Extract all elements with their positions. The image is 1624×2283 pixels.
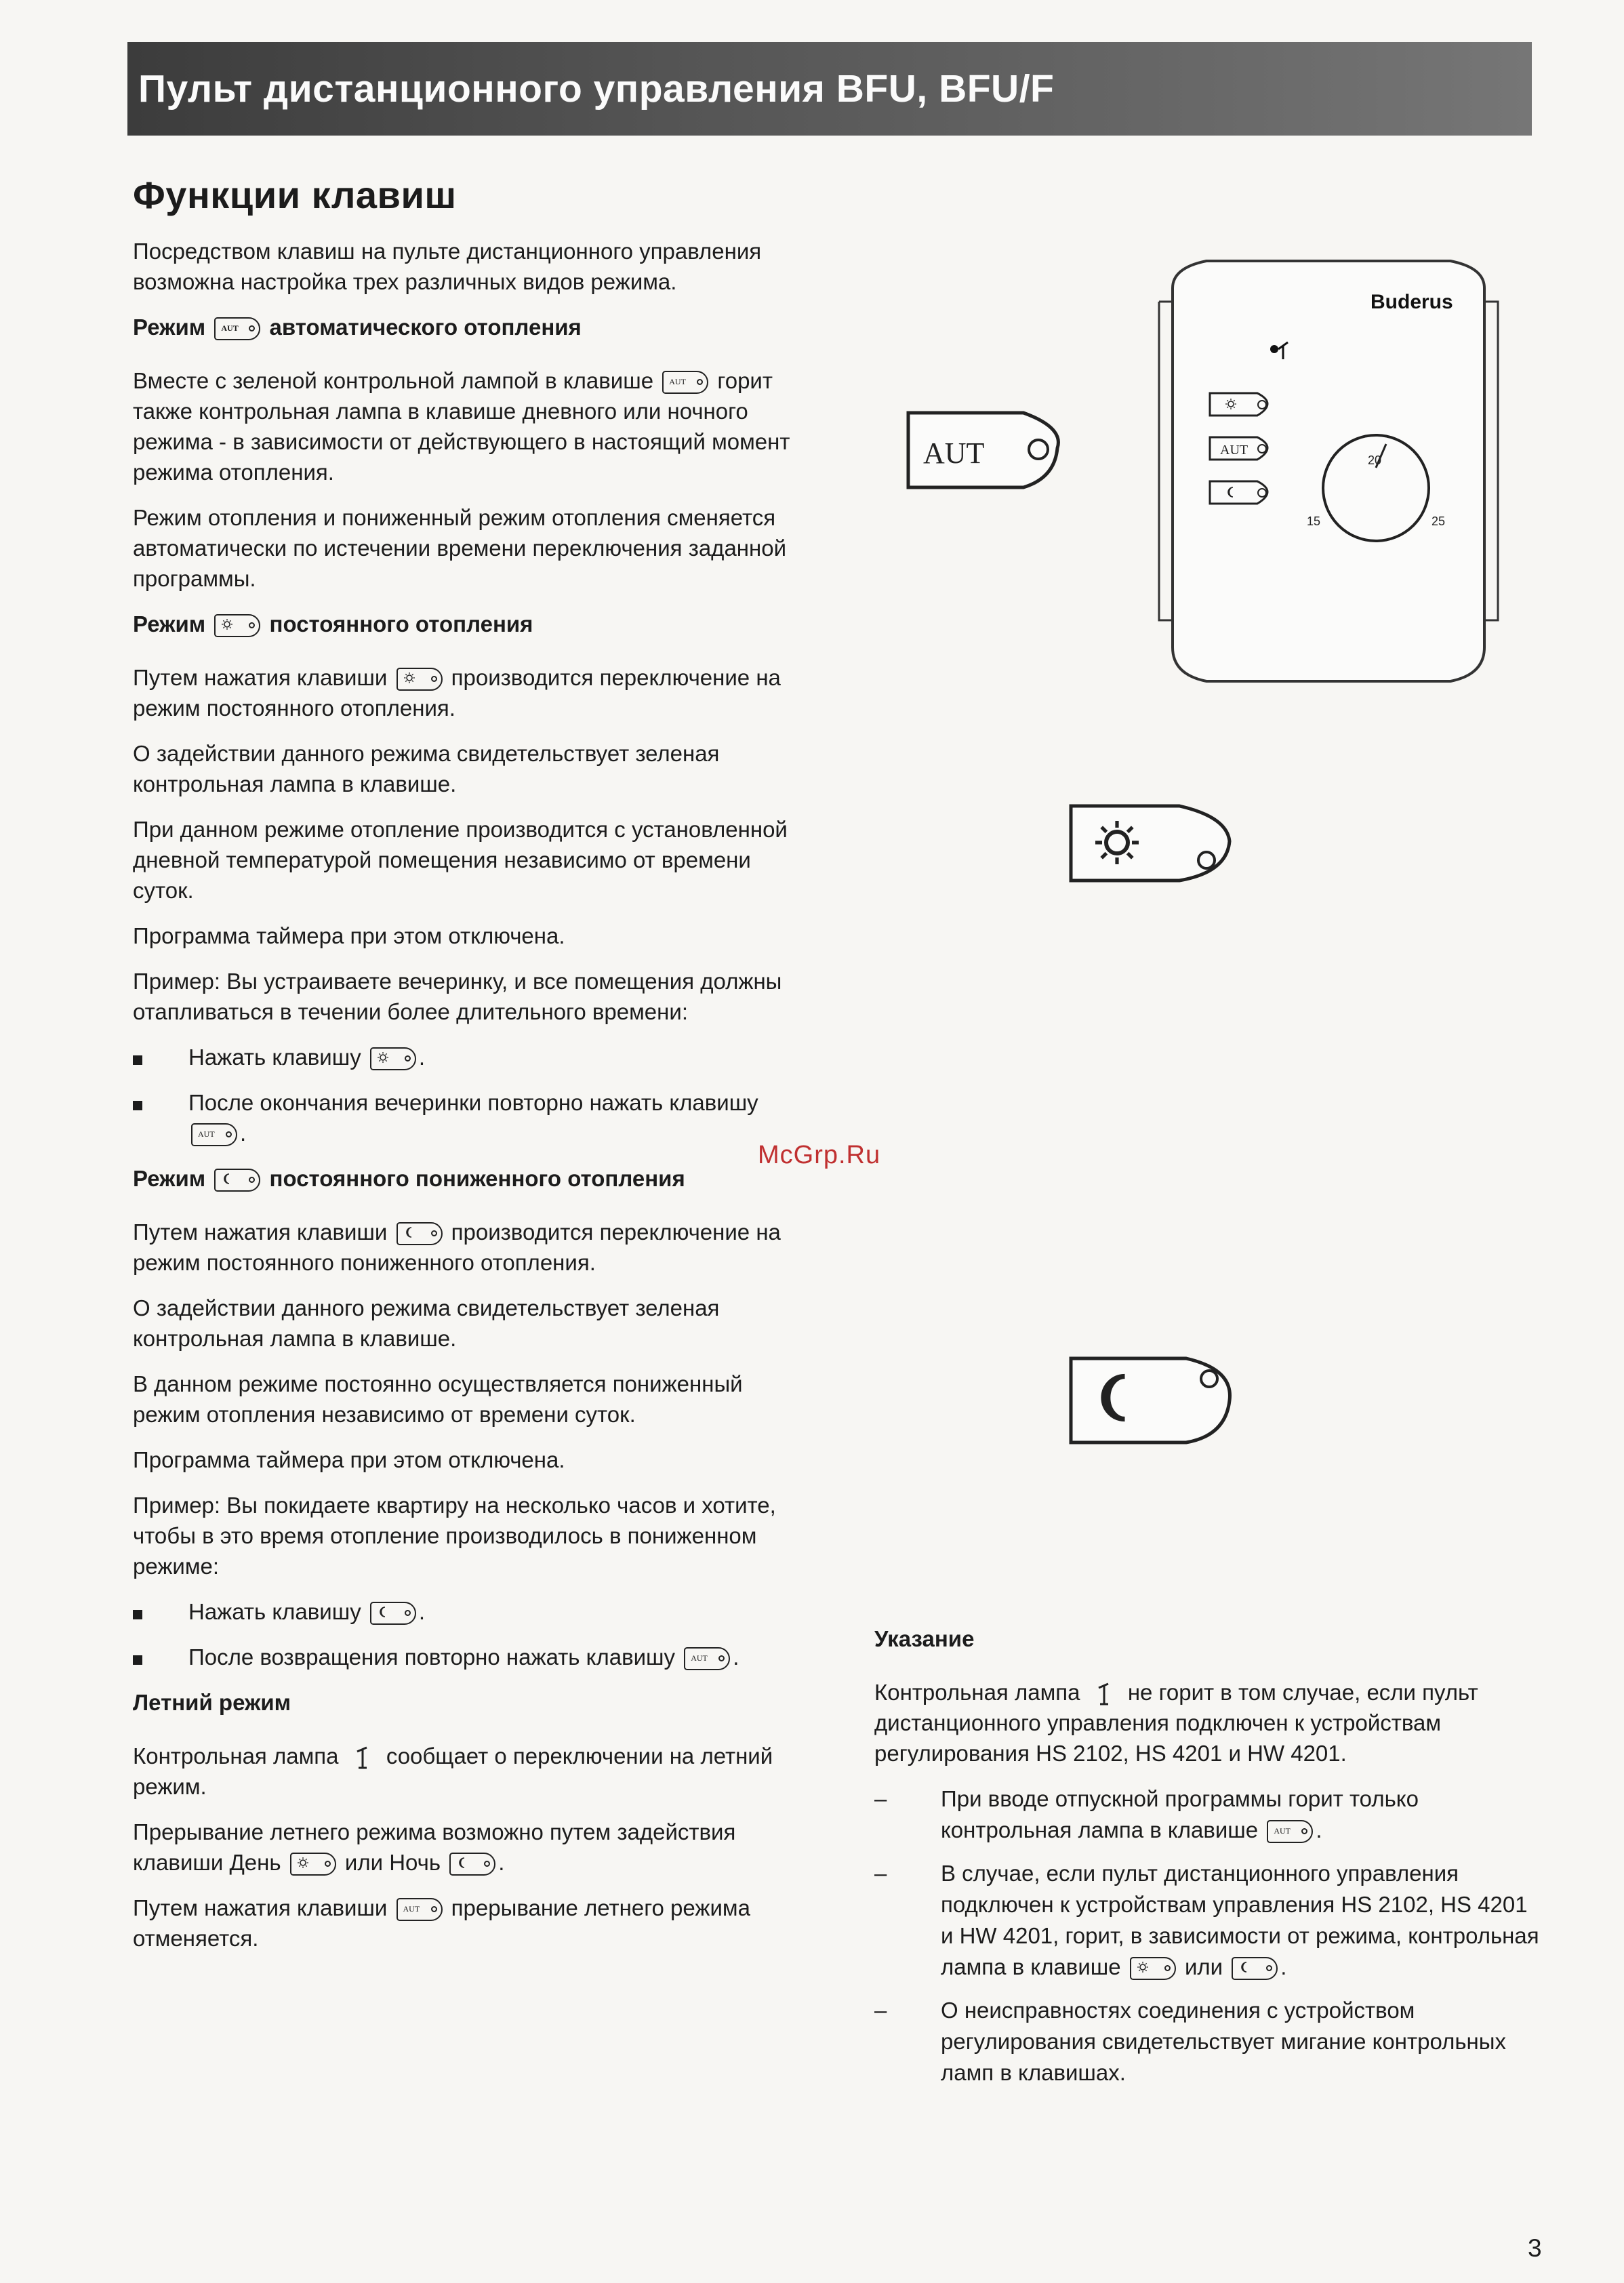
moon-key-icon bbox=[214, 1169, 260, 1192]
list-item: Нажать клавишу . bbox=[133, 1042, 811, 1072]
note-paragraph: Контрольная лампа не горит в том случае, если пульт дистанционного управления подключен к устройствам регулирования HS 2102, HS 4201 и HW 4201. bbox=[874, 1680, 1478, 1766]
auto-mode-heading bbox=[133, 312, 811, 342]
summer-mode-heading: Летний режим bbox=[133, 1690, 291, 1715]
note-title: Указание bbox=[874, 1626, 975, 1651]
large-aut-label: AUT bbox=[923, 437, 985, 470]
day-paragraph-3: При данном режиме отопление производится с установленной дневной температурой помещения независимо от времени суток. bbox=[133, 817, 788, 903]
night-mode-heading bbox=[133, 1163, 811, 1194]
night-paragraph-1: Путем нажатия клавиши производится переключение на режим постоянного пониженного отопления. bbox=[133, 1219, 781, 1275]
lamp-dot bbox=[1270, 345, 1278, 353]
summer-paragraph-2: Прерывание летнего режима возможно путем задействия клавиши День или Ночь . bbox=[133, 1819, 736, 1875]
brand-logo: Buderus bbox=[1371, 291, 1453, 313]
night-paragraph-2: О задействии данного режима свидетельствует зеленая контрольная лампа в клавише. bbox=[133, 1295, 720, 1351]
list-item: После возвращения повторно нажать клавишу AUT . bbox=[133, 1642, 811, 1672]
sun-key-icon bbox=[290, 1853, 336, 1876]
summer-paragraph-3: Путем нажатия клавиши AUT прерывание летнего режима отменяется. bbox=[133, 1895, 750, 1951]
page-header bbox=[127, 42, 1532, 136]
dial-label-15: 15 bbox=[1307, 514, 1321, 528]
section-title: Функции клавиш bbox=[133, 174, 457, 216]
day-mode-heading bbox=[133, 609, 811, 639]
summer-lamp-icon bbox=[1093, 1681, 1115, 1707]
intro-paragraph: Посредством клавиш на пульте дистанционного управления возможна настройка трех различных видов режима. bbox=[133, 239, 762, 294]
auto-paragraph-2: Режим отопления и пониженный режим отопления сменяется автоматически по истечении времени переключения заданной программы. bbox=[133, 505, 787, 591]
sun-key-icon bbox=[214, 614, 260, 637]
list-item: Нажать клавишу . bbox=[133, 1596, 811, 1627]
night-paragraph-5: Пример: Вы покидаете квартиру на несколько часов и хотите, чтобы в это время отопление производилось в пониженном режиме: bbox=[133, 1493, 776, 1579]
day-heading-post: постоянного отопления bbox=[269, 611, 533, 637]
aut-key-icon: AUT bbox=[397, 1898, 443, 1921]
moon-key-icon bbox=[370, 1602, 416, 1625]
day-paragraph-1: Путем нажатия клавиши производится переключение на режим постоянного отопления. bbox=[133, 665, 781, 721]
left-column bbox=[133, 173, 811, 1968]
large-moon-key bbox=[1064, 1349, 1240, 1451]
watermark: McGrp.Ru bbox=[758, 1141, 881, 1169]
aut-key-icon: AUT bbox=[214, 317, 260, 340]
sun-key-icon bbox=[397, 668, 443, 691]
day-paragraph-2: О задействии данного режима свидетельствует зеленая контрольная лампа в клавише. bbox=[133, 741, 720, 796]
day-heading-pre: Режим bbox=[133, 611, 206, 637]
sun-key-icon bbox=[370, 1047, 416, 1070]
dial-label-25: 25 bbox=[1432, 514, 1446, 528]
list-item: – В случае, если пульт дистанционного управления подключен к устройствам управления HS 2102, HS 4201 и HW 4201, горит, в зависимости от режима, контрольная лампа в клавише или . bbox=[874, 1858, 1545, 1983]
auto-heading-pre: Режим bbox=[133, 315, 206, 340]
night-paragraph-3: В данном режиме постоянно осуществляется пониженный режим отопления независимо от времени суток. bbox=[133, 1371, 743, 1427]
list-item: После окончания вечеринки повторно нажать клавишу AUT . bbox=[133, 1087, 811, 1148]
summer-lamp-icon bbox=[352, 1745, 373, 1771]
aut-key-icon: AUT bbox=[662, 371, 708, 394]
device-aut-label: AUT bbox=[1220, 443, 1249, 458]
aut-key-icon: AUT bbox=[1267, 1820, 1313, 1843]
day-paragraph-4: Программа таймера при этом отключена. bbox=[133, 923, 565, 948]
auto-heading-post: автоматического отопления bbox=[269, 315, 582, 340]
aut-key-icon: AUT bbox=[191, 1123, 237, 1146]
right-column bbox=[874, 1623, 1545, 2101]
dial-label-20: 20 bbox=[1368, 453, 1382, 467]
night-paragraph-4: Программа таймера при этом отключена. bbox=[133, 1447, 565, 1472]
sun-key-icon bbox=[1130, 1957, 1176, 1980]
page-number: 3 bbox=[1528, 2234, 1542, 2262]
list-item: – При вводе отпускной программы горит только контрольная лампа в клавише AUT . bbox=[874, 1783, 1545, 1846]
summer-paragraph-1: Контрольная лампа сообщает о переключении на летний режим. bbox=[133, 1743, 773, 1799]
aut-key-icon: AUT bbox=[684, 1647, 730, 1670]
night-heading-post: постоянного пониженного отопления bbox=[269, 1166, 685, 1191]
night-heading-pre: Режим bbox=[133, 1166, 206, 1191]
large-sun-key bbox=[1064, 796, 1240, 891]
moon-key-icon bbox=[1232, 1957, 1278, 1980]
day-paragraph-5: Пример: Вы устраиваете вечеринку, и все помещения должны отапливаться в течении более длительного времени: bbox=[133, 969, 782, 1024]
page-title: Пульт дистанционного управления BFU, BFU/F bbox=[138, 67, 1055, 110]
remote-control-illustration bbox=[1145, 241, 1511, 702]
moon-key-icon bbox=[449, 1853, 495, 1876]
moon-key-icon bbox=[397, 1222, 443, 1245]
list-item: – О неисправностях соединения с устройством регулирования свидетельствует мигание контрольных ламп в клавишах. bbox=[874, 1995, 1545, 2088]
auto-paragraph-1: Вместе с зеленой контрольной лампой в клавише AUT горит также контрольная лампа в клавише дневного или ночного режима - в зависимости от действующего в настоящий момент режима отопления. bbox=[133, 368, 790, 485]
large-aut-key bbox=[895, 403, 1071, 498]
